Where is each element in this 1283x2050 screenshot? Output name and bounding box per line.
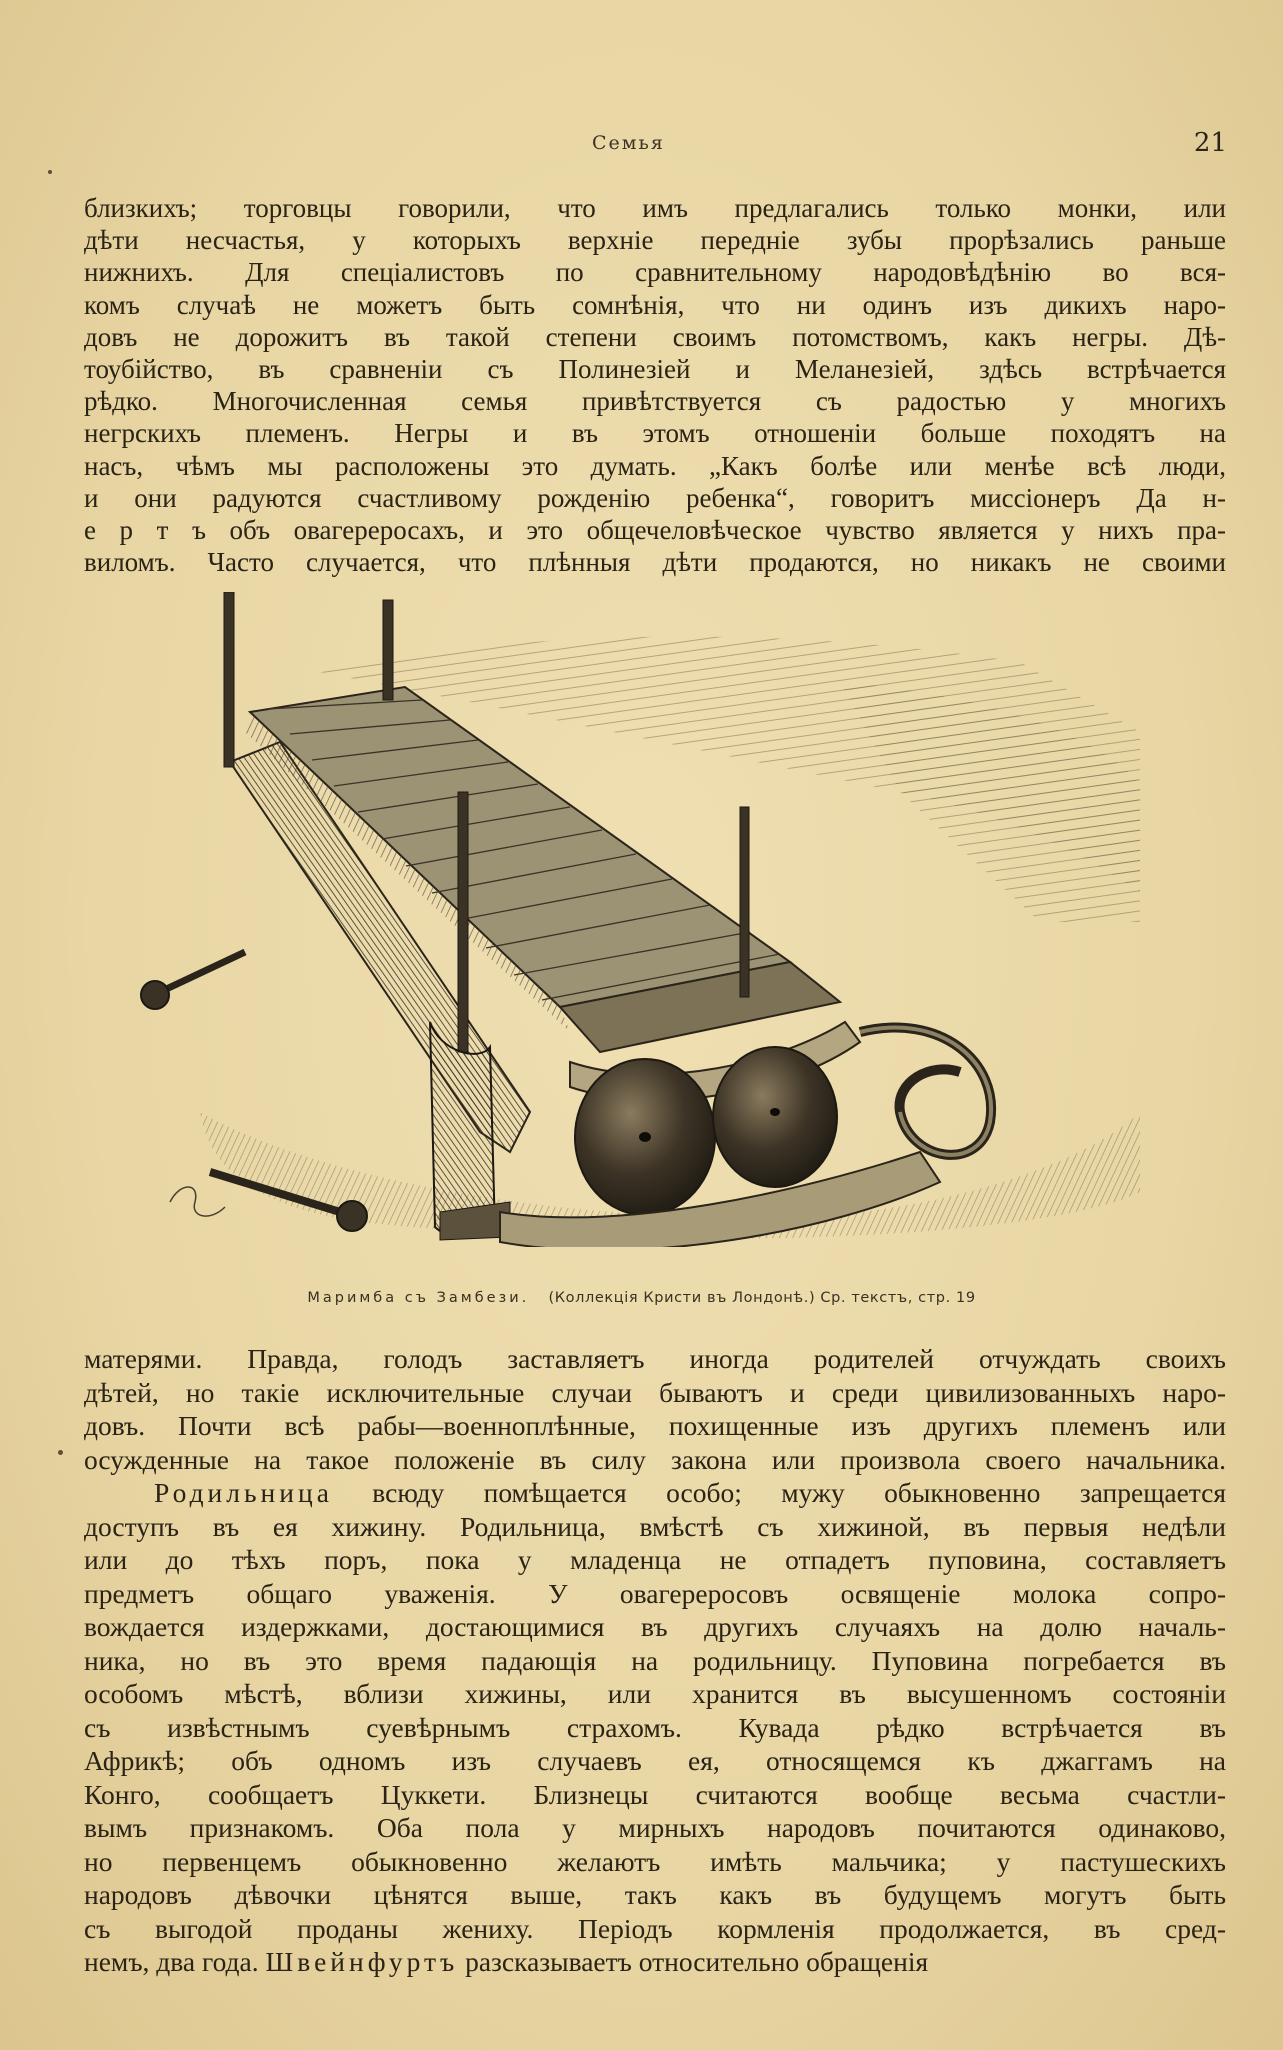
bottom-paragraphs (84, 1342, 1226, 1979)
text-line: народовъ дѣвочки цѣнятся выше, такъ какъ въ будущемъ могутъ быть (84, 1879, 1226, 1910)
text-line: доступъ въ ея хижину. Родильница, вмѣстѣ съ хижиной, въ первыя недѣли (84, 1510, 1226, 1542)
text-line: насъ, чѣмъ мы расположены это думать. „Какъ болѣе или менѣе всѣ люди, (84, 450, 1226, 481)
page-number: 21 (1193, 128, 1227, 158)
text-line: и они радуются счастливому рожденію ребенка“, говоритъ миссіонеръ Да н- (84, 482, 1226, 513)
spaced-term: Швейнфуртъ (265, 1946, 459, 1977)
text-line: съ извѣстнымъ суевѣрнымъ страхомъ. Кувада рѣдко встрѣчается въ (84, 1711, 1226, 1743)
figure-caption (0, 1290, 1283, 1306)
text-line: Конго, сообщаетъ Цуккети. Близнецы считаются вообще весьма счастли- (84, 1778, 1226, 1810)
text-line: тоубійство, въ сравненіи съ Полинезіей и Меланезіей, здѣсь встрѣчается (84, 354, 1226, 385)
text-line: нижнихъ. Для спеціалистовъ по сравнительному народовѣдѣнію во вся- (84, 257, 1226, 288)
text-line: или до тѣхъ поръ, пока у младенца не отпадетъ пуповина, составляетъ (84, 1544, 1226, 1575)
text-line (84, 1945, 1226, 1979)
text-line: вымъ признакомъ. Оба пола у мирныхъ народовъ почитаются одинаково, (84, 1812, 1226, 1843)
text-span: немъ, два года. (84, 1946, 259, 1977)
text-line: негрскихъ племенъ. Негры и въ этомъ отношеніи больше походятъ на (84, 418, 1226, 449)
text-line: предметъ общаго уваженія. У овагереросовъ освященіе молока сопро- (84, 1577, 1226, 1609)
text-line: довъ. Почти всѣ рабы—военноплѣнные, похищенные изъ другихъ племенъ или (84, 1410, 1226, 1441)
text-line: съ выгодой проданы жениху. Періодъ кормленія продолжается, въ сред- (84, 1912, 1226, 1944)
text-line: близкихъ; торговцы говорили, что имъ предлагались только монки, или (84, 193, 1226, 223)
text-line: е р т ъ объ овагереросахъ, и это общечеловѣческое чувство является у нихъ пра- (84, 515, 1226, 546)
text-span: всюду помѣщается особо; мужу обыкновенно запрещается (372, 1477, 1226, 1508)
text-line: особомъ мѣстѣ, вблизи хижины, или хранится въ высушенномъ состояніи (84, 1678, 1226, 1709)
text-line: но первенцемъ обыкновенно желаютъ имѣть мальчика; у пастушескихъ (84, 1845, 1226, 1877)
text-line: дѣтей, но такіе исключительные случаи бываютъ и среди цивилизованныхъ наро- (84, 1376, 1226, 1408)
text-line: ника, но въ это время падающія на родильницу. Пуповина погребается въ (84, 1644, 1226, 1676)
top-paragraph (84, 192, 1226, 578)
text-line: виломъ. Часто случается, что плѣнныя дѣти продаются, но никакъ не своими (84, 547, 1226, 578)
spaced-term: Родильница (154, 1477, 333, 1508)
text-line: матерями. Правда, голодъ заставляетъ иногда родителей отчуждать своихъ (84, 1343, 1226, 1374)
text-line: комъ случаѣ не можетъ быть сомнѣнія, что ни одинъ изъ дикихъ наро- (84, 289, 1226, 320)
margin-speck (48, 170, 52, 174)
running-head (0, 128, 1283, 160)
running-title: Семья (592, 132, 665, 154)
paragraph-first-line (84, 1476, 1226, 1510)
marimba-illustration (140, 592, 1160, 1247)
margin-speck (58, 1450, 63, 1455)
text-line: рѣдко. Многочисленная семья привѣтствуется съ радостью у многихъ (84, 386, 1226, 417)
text-line: дѣти несчастья, у которыхъ верхніе передніе зубы прорѣзались раньше (84, 225, 1226, 256)
text-line: довъ не дорожитъ въ такой степени своимъ потомствомъ, какъ негры. Дѣ- (84, 321, 1226, 352)
text-line: Африкѣ; объ одномъ изъ случаевъ ея, относящемся къ джаггамъ на (84, 1745, 1226, 1776)
text-line: вождается издержками, достающимися въ другихъ случаяхъ на долю началь- (84, 1611, 1226, 1642)
text-span: разсказываетъ относительно обращенія (465, 1946, 929, 1977)
text-line: осужденные на такое положеніе въ силу закона или произвола своего начальника. (84, 1443, 1226, 1475)
caption-text: (Коллекція Кристи въ Лондонѣ.) Ср. текстъ, стр. 19 (548, 1290, 976, 1306)
caption-title: Маримба съ Замбези. (307, 1290, 530, 1306)
